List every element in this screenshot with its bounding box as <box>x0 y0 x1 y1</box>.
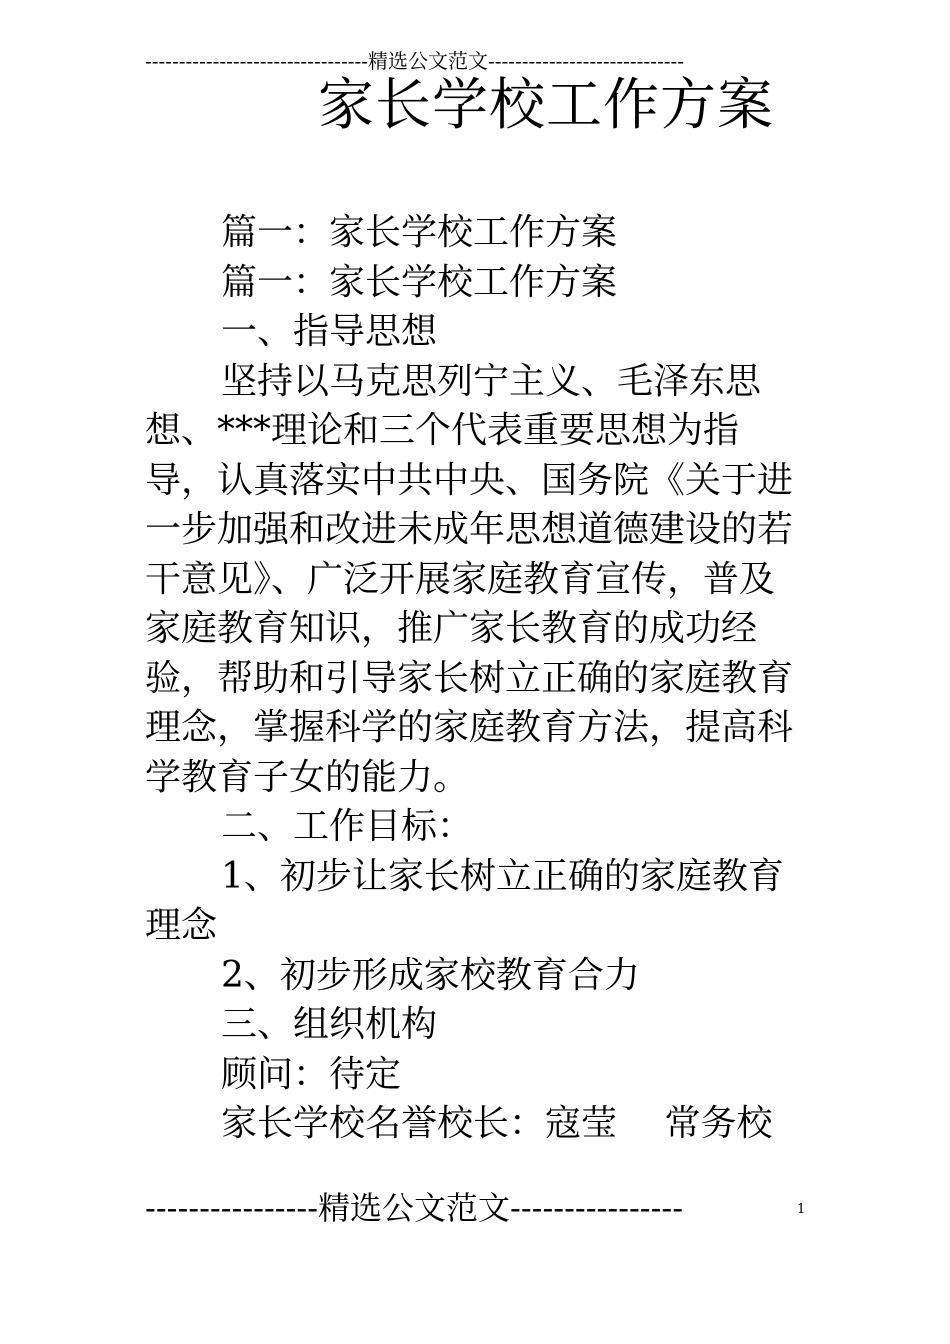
page-footer-banner: ----------------精选公文范文---------------- <box>145 1189 684 1227</box>
advisor-line: 顾问：待定 <box>221 1053 402 1095</box>
section-heading-organization: 三、组织机构 <box>221 1004 438 1045</box>
goal-item-2: 2、初步形成家校教育合力 <box>221 954 640 996</box>
document-body <box>145 208 807 1149</box>
goal-item-1: 1、初步让家长树立正确的家庭教育理念 <box>145 855 784 946</box>
page-number: 1 <box>797 1202 806 1217</box>
section-heading-guiding-ideology: 一、指导思想 <box>221 311 438 352</box>
honorary-principal-line: 家长学校名誉校长：寇莹 常务校 <box>221 1103 773 1144</box>
section-heading-work-goals: 二、工作目标： <box>221 806 474 847</box>
paragraph-guiding-ideology: 坚持以马克思列宁主义、毛泽东思想、***理论和三个代表重要思想为指导，认真落实中共中央、国务院《关于进一步加强和改进未成年思想道德建设的若干意见》、广泛开展家庭教育宣传，普及家庭教育知识，推广家长教育的成功经验，帮助和引导家长树立正确的家庭教育理念，掌握科学的家庭教育方法，提高科学教育子女的能力。 <box>145 360 794 798</box>
section-heading-part-one-repeat: 篇一：家长学校工作方案 <box>221 261 618 303</box>
document-title: 家长学校工作方案 <box>318 73 774 138</box>
page-header-banner: ---------------------------------精选公文范文----------------------------- <box>145 49 684 73</box>
section-heading-part-one: 篇一：家长学校工作方案 <box>221 212 618 253</box>
